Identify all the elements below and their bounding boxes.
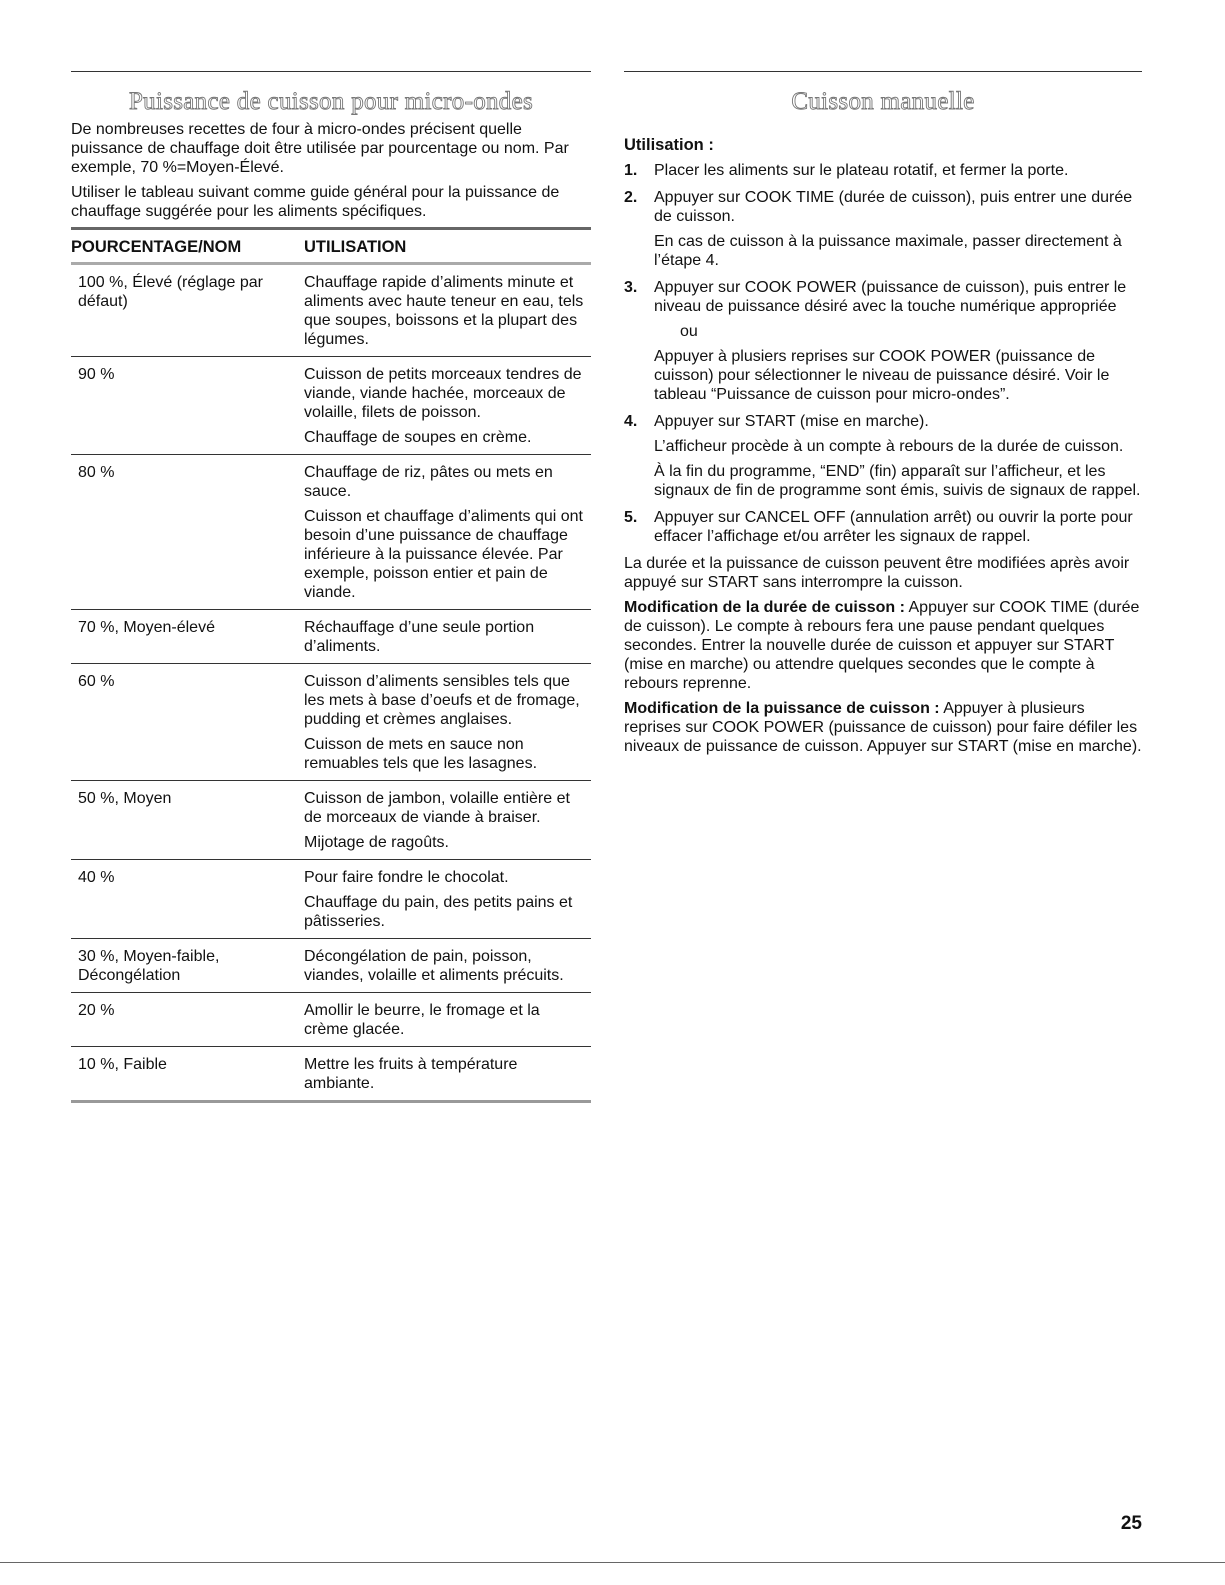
bottom-rule	[0, 1562, 1225, 1563]
power-level-cell: 90 %	[71, 357, 304, 455]
table-body	[71, 264, 591, 1102]
power-level-cell: 100 %, Élevé (réglage par défaut)	[71, 264, 304, 357]
usage-cell	[304, 1047, 591, 1102]
usage-text: Réchauffage d’une seule portion d’aliments.	[304, 619, 535, 655]
step-text: ou	[680, 323, 698, 340]
modify-time-text: Appuyer sur COOK TIME (durée de cuisson). Le compte à rebours fera une pause pendant quelques secondes. Entrer la nouvelle durée de cuisson et appuyer sur START (mise en marche) ou attendre quelques secondes que le compte à rebours reprenne.	[624, 599, 1140, 692]
table-row	[71, 610, 591, 664]
usage-cell	[304, 455, 591, 610]
step-item	[624, 508, 1142, 546]
step-text: Appuyer à plusiers reprises sur COOK POWER (puissance de cuisson) pour sélectionner le niveau de puissance désiré. Voir le tableau “Puissance de cuisson pour micro-ondes”.	[654, 348, 1110, 403]
usage-heading: Utilisation :	[624, 136, 714, 154]
modify-power-text: Appuyer à plusieurs reprises sur COOK POWER (puissance de cuisson) pour faire défiler les niveaux de puissance de cuisson. Appuyer sur START (mise en marche).	[624, 700, 1142, 755]
modification-note: La durée et la puissance de cuisson peuvent être modifiées après avoir appuyé sur START sans interrompre la cuisson.	[624, 555, 1130, 591]
usage-text: Pour faire fondre le chocolat.	[304, 869, 509, 886]
table-row	[71, 939, 591, 993]
usage-text: Chauffage de riz, pâtes ou mets en sauce.	[304, 464, 553, 500]
usage-text: Mijotage de ragoûts.	[304, 834, 449, 851]
usage-text: Chauffage rapide d’aliments minute et aliments avec haute teneur en eau, tels que soupes, boissons et la plupart des légumes.	[304, 274, 584, 348]
usage-text: Cuisson d’aliments sensibles tels que les mets à base d’oeufs et de fromage, pudding et crèmes anglaises.	[304, 673, 580, 728]
step-item	[624, 412, 1142, 500]
power-level-cell: 10 %, Faible	[71, 1047, 304, 1102]
usage-text: Cuisson de mets en sauce non remuables tels que les lasagnes.	[304, 736, 538, 772]
step-text: Appuyer sur COOK POWER (puissance de cuisson), puis entrer le niveau de puissance désiré avec la touche numérique appropriée	[654, 279, 1127, 315]
intro-paragraph-1: De nombreuses recettes de four à micro-ondes précisent quelle puissance de chauffage doit être utilisée par pourcentage ou nom. Par exemple, 70 %=Moyen-Élevé.	[71, 121, 569, 176]
power-level-cell: 70 %, Moyen-élevé	[71, 610, 304, 664]
step-number: 5.	[624, 509, 638, 526]
table-row	[71, 993, 591, 1047]
step-number: 2.	[624, 189, 638, 206]
step-item	[624, 161, 1142, 180]
usage-cell	[304, 939, 591, 993]
table-row	[71, 664, 591, 781]
page-number: 25	[1120, 1513, 1142, 1534]
table-row	[71, 1047, 591, 1102]
power-level-cell: 20 %	[71, 993, 304, 1047]
usage-cell	[304, 860, 591, 939]
usage-text: Cuisson de petits morceaux tendres de viande, viande hachée, morceaux de volaille, filets de poisson.	[304, 366, 582, 421]
usage-text: Cuisson et chauffage d’aliments qui ont besoin d’une puissance de chauffage inférieure à la puissance élevée. Par exemple, poisson entier et pain de viande.	[304, 508, 583, 601]
intro-paragraph-2: Utiliser le tableau suivant comme guide général pour la puissance de chauffage suggérée pour les aliments spécifiques.	[71, 184, 560, 220]
header-usage: UTILISATION	[304, 229, 591, 264]
usage-cell	[304, 993, 591, 1047]
left-top-rule	[71, 71, 591, 72]
step-number: 4.	[624, 413, 638, 430]
usage-text: Chauffage du pain, des petits pains et pâtisseries.	[304, 894, 573, 930]
power-levels-title: Puissance de cuisson pour micro-ondes	[128, 88, 534, 115]
step-item	[624, 278, 1142, 404]
usage-cell	[304, 781, 591, 860]
steps-list	[624, 161, 1142, 546]
modify-power-label: Modification de la puissance de cuisson :	[624, 700, 940, 717]
step-item	[624, 188, 1142, 270]
usage-cell	[304, 264, 591, 357]
usage-cell	[304, 610, 591, 664]
modify-time-paragraph	[624, 598, 1142, 693]
step-text: L’afficheur procède à un compte à rebours de la durée de cuisson.	[654, 438, 1124, 455]
usage-text: Amollir le beurre, le fromage et la crème glacée.	[304, 1002, 540, 1038]
modify-power-paragraph	[624, 699, 1142, 756]
power-level-cell: 60 %	[71, 664, 304, 781]
modify-time-label: Modification de la durée de cuisson :	[624, 599, 905, 616]
table-row	[71, 264, 591, 357]
usage-text: Mettre les fruits à température ambiante.	[304, 1056, 518, 1092]
usage-cell	[304, 357, 591, 455]
right-top-rule	[624, 71, 1142, 72]
step-text: Appuyer sur START (mise en marche).	[654, 413, 929, 430]
usage-text: Chauffage de soupes en crème.	[304, 429, 532, 446]
table-row	[71, 357, 591, 455]
power-levels-table	[71, 227, 591, 1103]
table-row	[71, 781, 591, 860]
step-text: Placer les aliments sur le plateau rotatif, et fermer la porte.	[654, 162, 1069, 179]
step-text: Appuyer sur COOK TIME (durée de cuisson), puis entrer une durée de cuisson.	[654, 189, 1133, 225]
step-text: Appuyer sur CANCEL OFF (annulation arrêt) ou ouvrir la porte pour effacer l’affichage et/ou arrêter les signaux de rappel.	[654, 509, 1133, 545]
step-text: À la fin du programme, “END” (fin) apparaît sur l’afficheur, et les signaux de fin de programme sont émis, suivis de signaux de rappel.	[654, 463, 1141, 499]
power-level-cell: 30 %, Moyen-faible, Décongélation	[71, 939, 304, 993]
usage-text: Décongélation de pain, poisson, viandes, volaille et aliments précuits.	[304, 948, 564, 984]
usage-cell	[304, 664, 591, 781]
step-text: En cas de cuisson à la puissance maximale, passer directement à l’étape 4.	[654, 233, 1122, 269]
power-level-cell: 50 %, Moyen	[71, 781, 304, 860]
step-number: 1.	[624, 162, 638, 179]
power-level-cell: 40 %	[71, 860, 304, 939]
step-number: 3.	[624, 279, 638, 296]
header-percentage: POURCENTAGE/NOM	[71, 229, 304, 264]
usage-text: Cuisson de jambon, volaille entière et de morceaux de viande à braiser.	[304, 790, 570, 826]
table-row	[71, 860, 591, 939]
manual-cooking-title: Cuisson manuelle	[791, 88, 975, 115]
power-level-cell: 80 %	[71, 455, 304, 610]
manual-cooking-section	[624, 136, 1142, 762]
table-row	[71, 455, 591, 610]
table-header-row	[71, 229, 591, 264]
power-levels-section	[71, 120, 591, 1103]
